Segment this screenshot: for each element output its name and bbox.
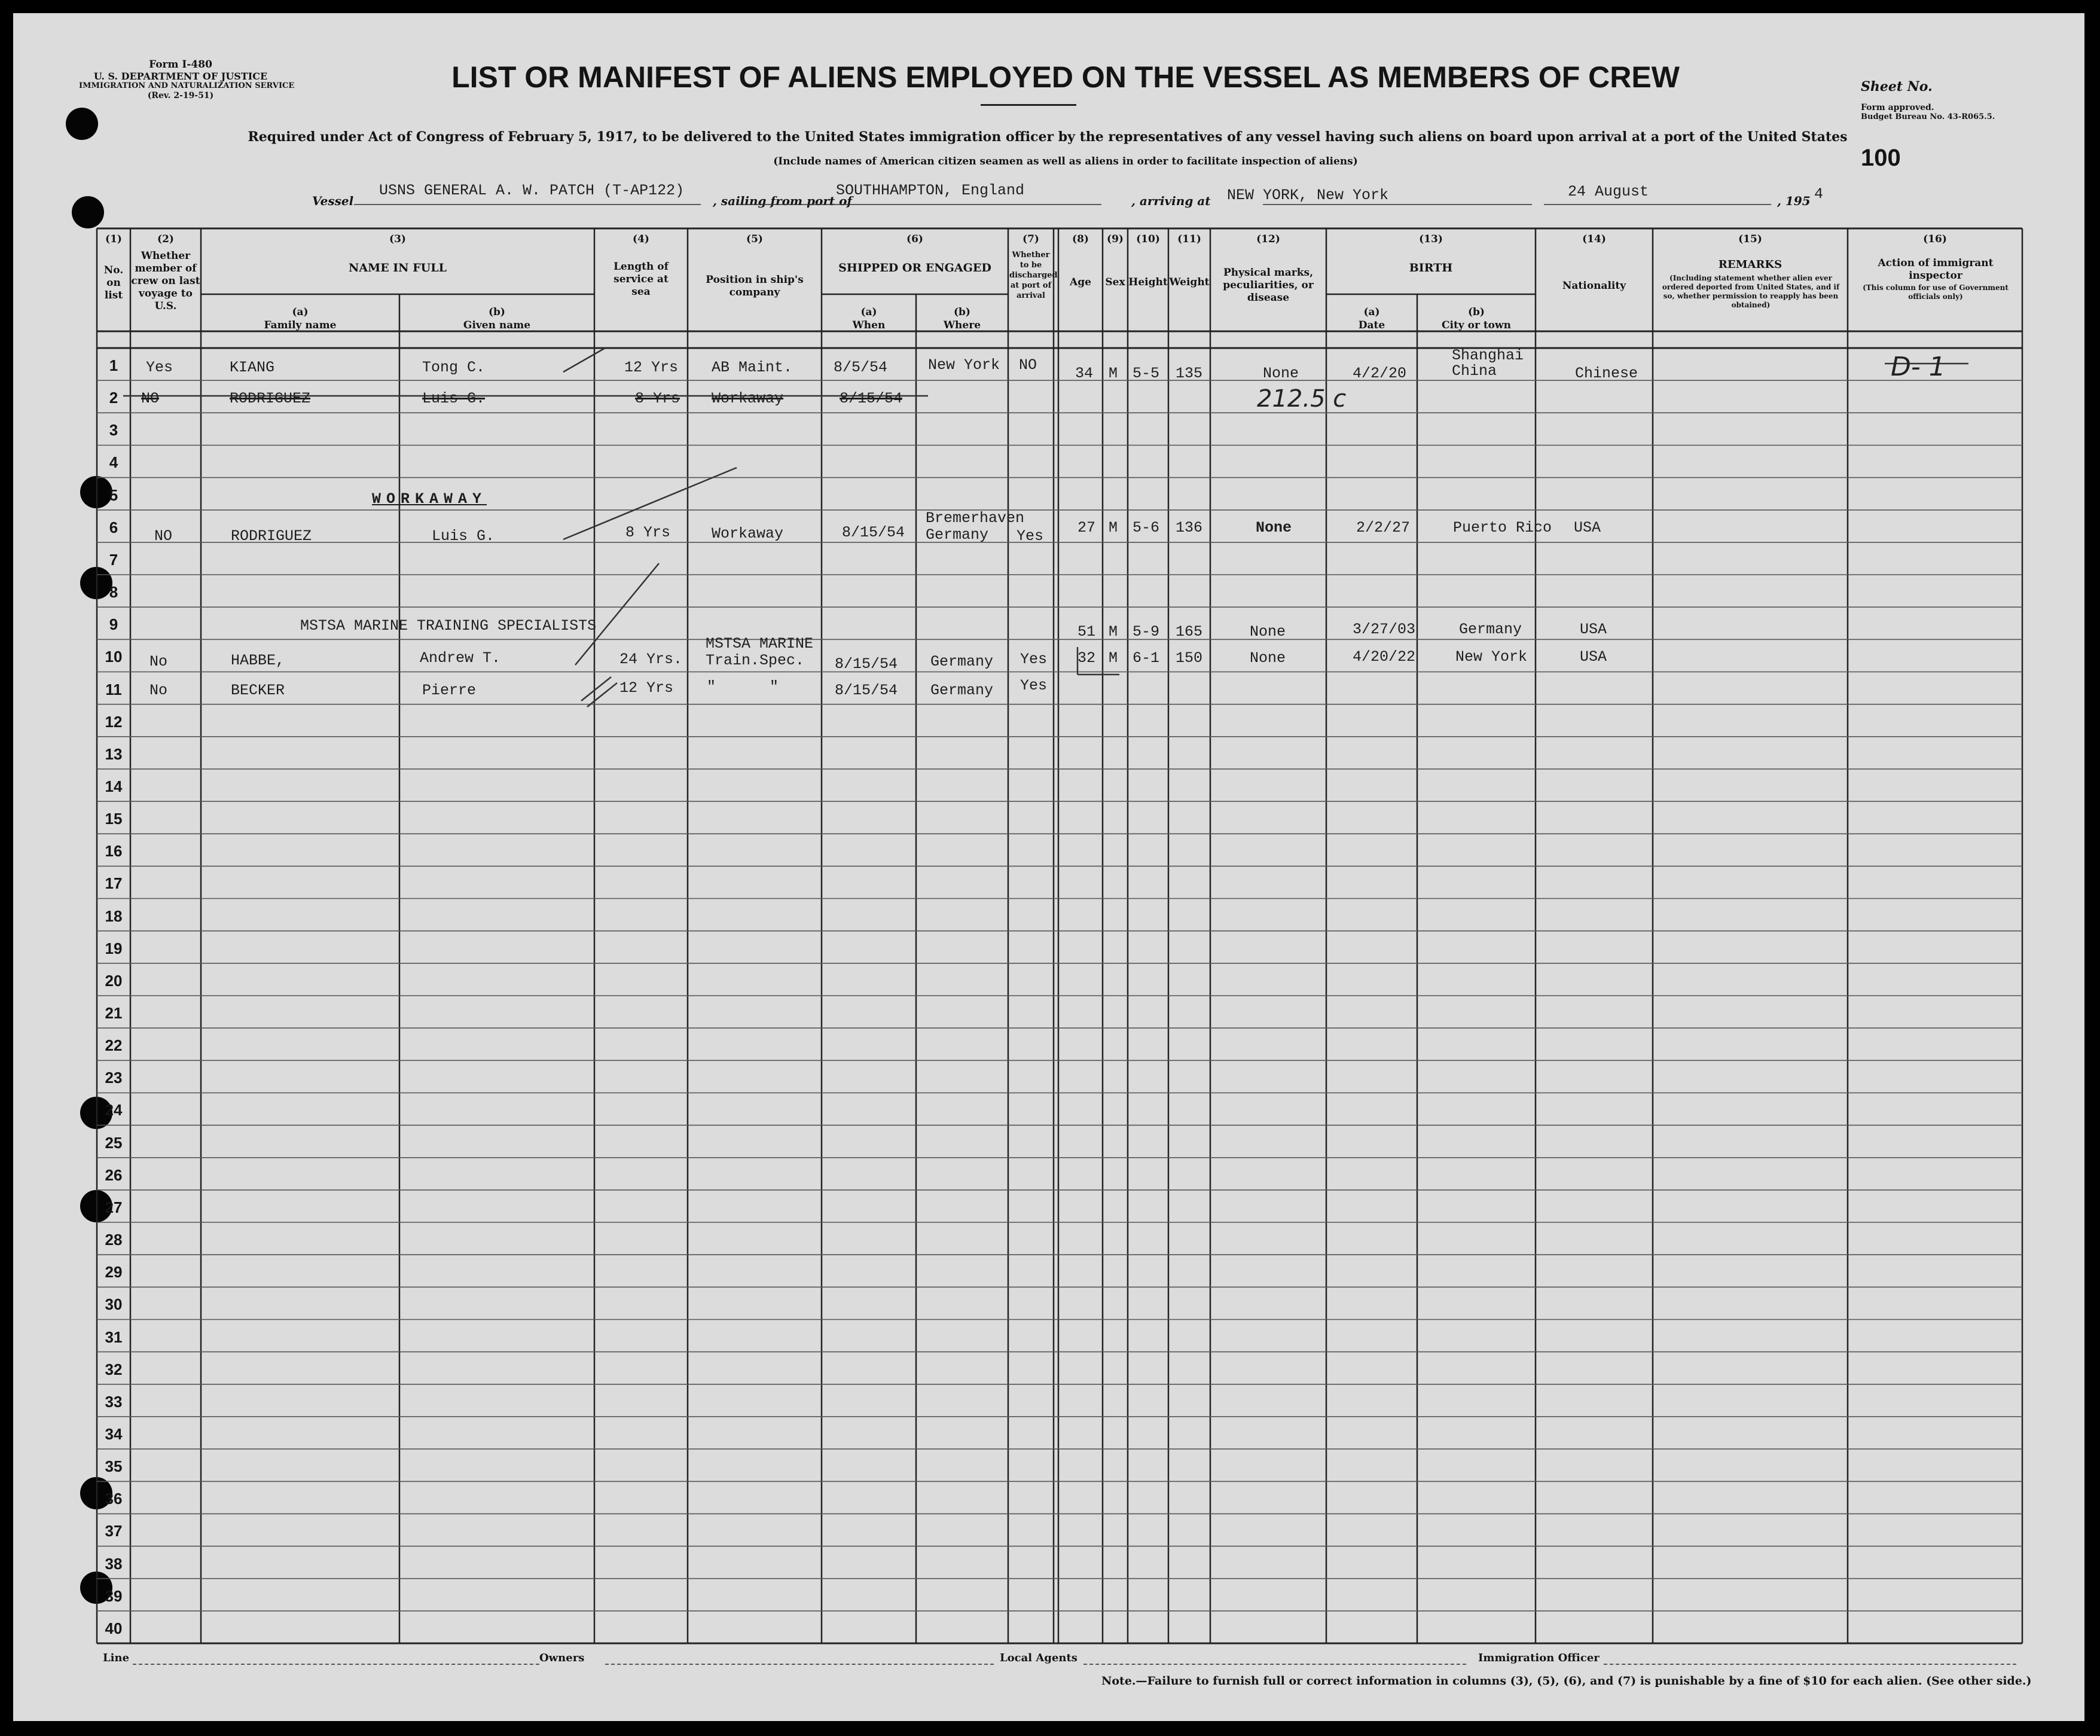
r9-marks: None — [1250, 623, 1286, 640]
r2-family: RODRIGUEZ — [230, 390, 311, 407]
col14-num: (14) — [1582, 233, 1606, 245]
subtitle: Required under Act of Congress of February 5, 1917, to be delivered to the United States immigration officer by the representatives of any vessel having such aliens on board upon arrival at a port of the United States — [248, 129, 1848, 145]
row-number: 13 — [105, 745, 123, 763]
r10-discharge: Yes — [1020, 651, 1048, 668]
row-number: 20 — [105, 971, 123, 990]
col1-num: (1) — [105, 233, 122, 245]
r1-service: 12 Yrs — [624, 359, 679, 376]
row-number: 30 — [105, 1295, 123, 1314]
row-number: 36 — [105, 1490, 123, 1508]
row-number: 15 — [105, 810, 123, 828]
col7-label: Whether to be discharged at port of arrival — [1009, 251, 1058, 300]
footer-agents-label: Local Agents — [1000, 1652, 1078, 1664]
row-number: 32 — [105, 1360, 123, 1378]
year-label: , 195 — [1777, 194, 1811, 208]
r2-note: 212.5 c — [1257, 385, 1347, 413]
r6-when: 8/15/54 — [842, 524, 905, 541]
row-number: 10 — [105, 648, 123, 666]
col9-num: (9) — [1107, 233, 1124, 245]
r11-discharge: Yes — [1020, 677, 1048, 694]
r1-marks: None — [1263, 365, 1299, 382]
r1-height: 5-5 — [1133, 365, 1160, 382]
row-number: 6 — [109, 518, 118, 536]
col4-label: Length of service at sea — [613, 261, 669, 298]
col13-num: (13) — [1419, 233, 1443, 245]
r9-nationality: USA — [1580, 621, 1607, 638]
col3a-label: Family name — [264, 319, 337, 331]
col3-label: NAME IN FULL — [349, 261, 447, 274]
col15-label: REMARKS — [1718, 258, 1782, 271]
r6-birth-date: 2/2/27 — [1356, 519, 1411, 536]
r2-when: 8/15/54 — [840, 390, 903, 407]
col10-num: (10) — [1136, 233, 1160, 245]
r2-given: Luis G. — [422, 390, 486, 407]
row-number: 31 — [105, 1328, 123, 1346]
r10-family: HABBE, — [231, 652, 285, 669]
col5-label: Position in ship's company — [706, 274, 804, 298]
col6a-num: (a) — [860, 306, 877, 318]
r9-city: Germany — [1459, 621, 1522, 638]
col11-label: Weight — [1169, 276, 1210, 288]
r2-member: NO — [141, 390, 160, 407]
sheet-label: Sheet No. — [1861, 79, 1933, 94]
r10-when: 8/15/54 — [835, 655, 898, 673]
col6-num: (6) — [906, 233, 923, 245]
col13a-num: (a) — [1363, 306, 1380, 318]
col8-label: Age — [1070, 276, 1091, 288]
r1-nationality: Chinese — [1575, 365, 1638, 382]
row-number: 26 — [105, 1166, 123, 1184]
row-number: 35 — [105, 1457, 123, 1476]
col13-label: BIRTH — [1409, 261, 1453, 274]
r9-height: 5-9 — [1133, 623, 1160, 640]
r1-age: 34 — [1075, 365, 1094, 382]
r10-position-2: Train.Spec. — [706, 652, 805, 669]
r9-heading: MSTSA MARINE TRAINING SPECIALISTS — [300, 617, 597, 634]
row-number: 3 — [109, 421, 118, 440]
r1-weight: 135 — [1176, 365, 1203, 382]
col1-label: No. on list — [103, 264, 124, 301]
form-number: Form I-480 — [149, 59, 212, 71]
row-number: 40 — [105, 1619, 123, 1637]
arriving-port: NEW YORK, New York — [1227, 187, 1389, 204]
col15-sub: (Including statement whether alien ever ordered deported from United States, and if so, whether permission to reapply has been obtained) — [1662, 274, 1840, 309]
col10-label: Height — [1128, 276, 1168, 288]
col13b-num: (b) — [1468, 306, 1485, 318]
r5-heading: WORKAWAY — [372, 490, 487, 508]
row-number: 9 — [109, 615, 118, 634]
col8-num: (8) — [1072, 233, 1089, 245]
col9-label: Sex — [1105, 276, 1125, 288]
row-number: 34 — [105, 1424, 123, 1443]
r10-height: 6-1 — [1133, 649, 1160, 667]
row-number: 25 — [105, 1133, 123, 1152]
r1-when: 8/5/54 — [834, 359, 888, 376]
r10-city: New York — [1455, 648, 1528, 666]
r10-sex: M — [1109, 649, 1118, 667]
footer-line-label: Line — [103, 1652, 130, 1664]
row-number: 12 — [105, 712, 123, 731]
row-number: 4 — [109, 453, 118, 472]
col16-sub: (This column for use of Government officials only) — [1863, 283, 2009, 301]
service: IMMIGRATION AND NATURALIZATION SERVICE — [79, 81, 295, 90]
col13a-label: Date — [1358, 319, 1385, 331]
col6b-num: (b) — [954, 306, 970, 318]
r10-member: No — [149, 653, 168, 670]
r2-service: 8 Yrs — [635, 390, 680, 407]
r11-given: Pierre — [422, 682, 477, 699]
page-title: LIST OR MANIFEST OF ALIENS EMPLOYED ON THE VESSEL AS MEMBERS OF CREW — [451, 60, 1680, 94]
r11-position: " " — [707, 678, 779, 695]
r6-given: Luis G. — [432, 527, 495, 545]
row-number: 5 — [109, 486, 118, 504]
footer-owners-label: Owners — [539, 1652, 585, 1664]
department: U. S. DEPARTMENT OF JUSTICE — [93, 71, 268, 82]
row-number: 14 — [105, 777, 123, 795]
footer-line-rule — [133, 1664, 539, 1665]
row-number: 1 — [109, 356, 118, 374]
footer-note: Note.—Failure to furnish full or correct information in columns (3), (5), (6), and (7) is punishable by a fine of $10 for each alien. (See other side.) — [1101, 1674, 2032, 1688]
row-number: 24 — [105, 1101, 123, 1119]
row-number: 21 — [105, 1004, 123, 1022]
vessel-name: USNS GENERAL A. W. PATCH (T-AP122) — [379, 182, 685, 199]
r6-sex: M — [1109, 519, 1118, 536]
row-number: 28 — [105, 1231, 123, 1249]
r1-family: KIANG — [230, 359, 275, 376]
r6-service: 8 Yrs — [625, 524, 671, 541]
vessel-label: Vessel — [312, 194, 354, 208]
arriving-label: , arriving at — [1131, 194, 1211, 208]
r10-weight: 150 — [1176, 649, 1203, 667]
row-number: 17 — [105, 874, 123, 893]
col12-num: (12) — [1256, 233, 1280, 245]
footer-agents-rule — [1083, 1664, 1466, 1665]
row-number: 18 — [105, 907, 123, 925]
r11-member: No — [149, 682, 168, 699]
row-number: 23 — [105, 1069, 123, 1087]
revision: (Rev. 2-19-51) — [147, 91, 214, 100]
row-number: 22 — [105, 1036, 123, 1055]
col16-num: (16) — [1923, 233, 1947, 245]
col6a-label: When — [852, 319, 886, 331]
budget-bureau: Budget Bureau No. 43-R065.5. — [1861, 112, 1995, 121]
r9-weight: 165 — [1176, 623, 1203, 640]
r11-when: 8/15/54 — [835, 682, 898, 699]
col3b-label: Given name — [463, 319, 531, 331]
r10-position-1: MSTSA MARINE — [706, 635, 814, 652]
r6-family: RODRIGUEZ — [231, 527, 312, 545]
form-approved: Form approved. — [1861, 103, 1934, 112]
row-number: 8 — [109, 583, 118, 602]
r6-discharge: Yes — [1017, 527, 1044, 545]
r9-age: 51 — [1078, 623, 1096, 640]
row-number: 2 — [109, 389, 118, 407]
r6-marks: None — [1256, 519, 1292, 536]
r10-birth-date: 4/20/22 — [1353, 648, 1416, 666]
r1-action: D- 1 — [1891, 352, 1946, 382]
r10-given: Andrew T. — [420, 649, 501, 667]
r1-discharge: NO — [1019, 356, 1037, 374]
r10-nationality: USA — [1580, 648, 1607, 666]
col14-label: Nationality — [1562, 280, 1626, 292]
r10-marks: None — [1250, 649, 1286, 667]
r9-birth-date: 3/27/03 — [1353, 621, 1416, 638]
r1-member: Yes — [146, 359, 173, 376]
r1-sex: M — [1109, 365, 1118, 382]
r6-city: Puerto Rico — [1453, 519, 1552, 536]
sailing-port: SOUTHHAMPTON, England — [836, 182, 1025, 199]
col7-num: (7) — [1022, 233, 1039, 245]
row-number: 33 — [105, 1392, 123, 1411]
r6-position: Workaway — [712, 525, 784, 542]
r1-given: Tong C. — [422, 359, 486, 376]
col6-label: SHIPPED OR ENGAGED — [838, 261, 991, 274]
r6-nationality: USA — [1574, 519, 1601, 536]
r11-service: 12 Yrs — [619, 679, 674, 697]
r10-age: 32 — [1078, 649, 1096, 667]
col15-num: (15) — [1738, 233, 1762, 245]
r6-where-2: Germany — [926, 526, 989, 544]
r11-where: Germany — [930, 682, 994, 699]
r1-city-1: Shanghai — [1452, 347, 1524, 364]
col6b-label: Where — [943, 319, 981, 331]
col11-num: (11) — [1177, 233, 1201, 245]
sailing-label: , sailing from port of — [713, 194, 853, 208]
footer-officer-label: Immigration Officer — [1478, 1652, 1600, 1664]
row-number: 19 — [105, 939, 123, 957]
row-number: 38 — [105, 1554, 123, 1573]
year-digit: 4 — [1814, 185, 1824, 203]
col13b-label: City or town — [1441, 319, 1512, 331]
row-number: 39 — [105, 1586, 123, 1605]
col3b-num: (b) — [489, 306, 505, 318]
row-number: 29 — [105, 1263, 123, 1282]
r10-where: Germany — [930, 653, 994, 670]
row-number: 7 — [109, 550, 118, 569]
col5-num: (5) — [746, 233, 763, 245]
r6-weight: 136 — [1176, 519, 1203, 536]
r1-city-2: China — [1452, 362, 1497, 380]
r6-height: 5-6 — [1133, 519, 1160, 536]
col16-label: Action of immigrant inspector — [1878, 257, 1994, 282]
r1-birth-date: 4/2/20 — [1353, 365, 1407, 382]
r6-where-1: Bremerhaven — [926, 509, 1025, 527]
r1-position: AB Maint. — [712, 359, 793, 376]
arrival-date: 24 August — [1568, 183, 1649, 200]
col2-label: Whether member of crew on last voyage to U.S. — [131, 250, 200, 312]
col4-num: (4) — [633, 233, 649, 245]
footer-owners-rule — [605, 1664, 994, 1665]
row-number: 11 — [105, 680, 122, 698]
row-number: 37 — [105, 1522, 123, 1540]
r1-where: New York — [928, 356, 1000, 374]
r10-service: 24 Yrs. — [619, 651, 683, 668]
footer-officer-rule — [1604, 1664, 2016, 1665]
row-number: 27 — [105, 1198, 123, 1216]
col12-label: Physical marks, peculiarities, or disease — [1223, 267, 1314, 304]
row-number: 16 — [105, 842, 123, 861]
col3-num: (3) — [389, 233, 406, 245]
subtitle-note: (Include names of American citizen seamen as well as aliens in order to facilitate inspection of aliens) — [773, 155, 1358, 167]
manifest-page — [13, 13, 2084, 1721]
r2-position: Workaway — [712, 390, 784, 407]
col3a-num: (a) — [292, 306, 309, 318]
r9-sex: M — [1109, 623, 1118, 640]
r6-age: 27 — [1078, 519, 1096, 536]
sheet-number: 100 — [1861, 145, 1901, 171]
r11-family: BECKER — [231, 682, 285, 699]
col2-num: (2) — [157, 233, 174, 245]
r6-member: NO — [154, 527, 173, 545]
